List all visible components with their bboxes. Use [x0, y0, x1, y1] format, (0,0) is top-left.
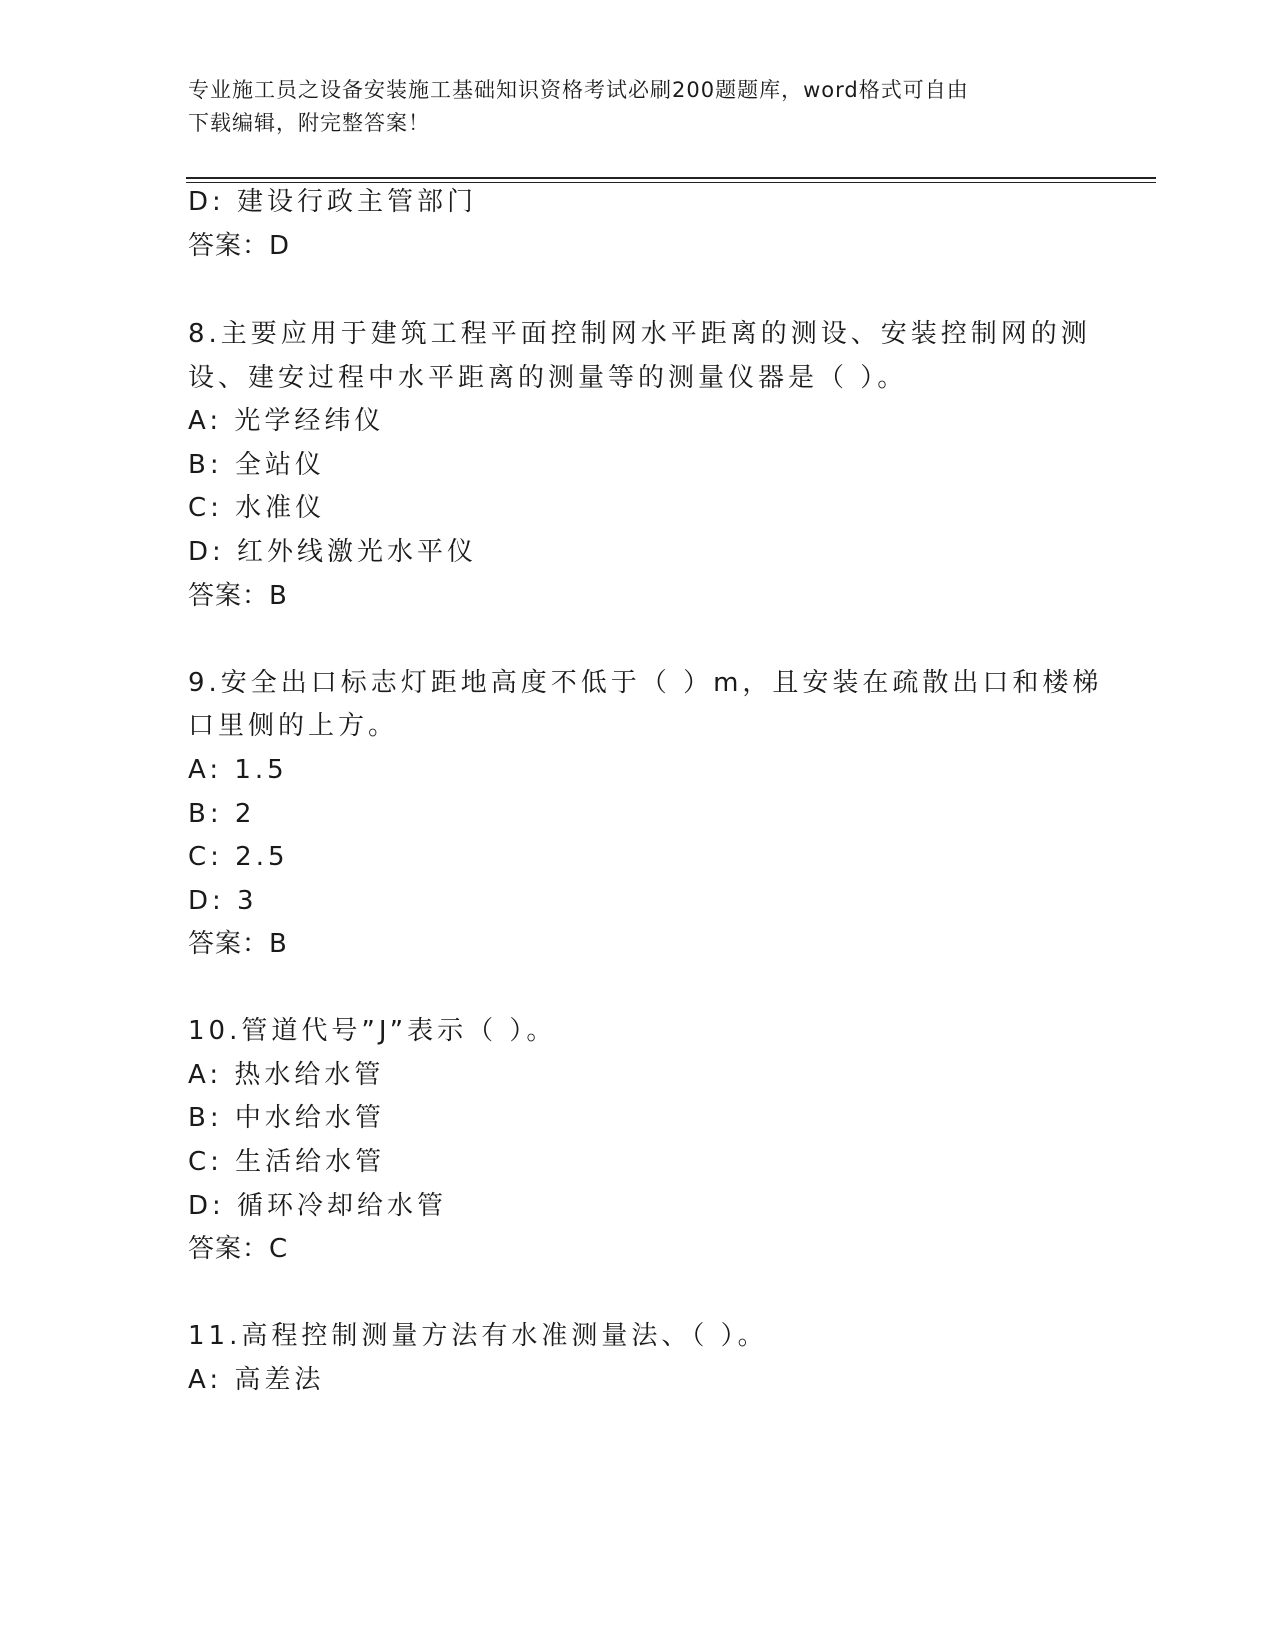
option-line: A: 高差法 — [188, 1365, 325, 1395]
option-line: A: 光学经纬仪 — [188, 406, 385, 436]
question-line: 设、建安过程中水平距离的测量等的测量仪器是（ ）。 — [188, 363, 908, 393]
option-line: C: 2.5 — [188, 842, 289, 872]
option-line: A: 热水给水管 — [188, 1060, 385, 1090]
option-line: B: 中水给水管 — [188, 1103, 385, 1133]
option-line: B: 全站仪 — [188, 450, 325, 480]
document-header — [188, 74, 1068, 140]
option-line: D: 循环冷却给水管 — [188, 1191, 448, 1221]
header-divider-thin — [186, 182, 1156, 183]
option-line: A: 1.5 — [188, 755, 288, 785]
question-line: 11.高程控制测量方法有水准测量法、（ ）。 — [188, 1321, 768, 1351]
answer-line: 答案：B — [188, 581, 288, 611]
header-line-1: 专业施工员之设备安装施工基础知识资格考试必刷200题题库，word格式可自由 — [188, 78, 969, 102]
header-divider-thick — [186, 177, 1156, 179]
option-line: D: 红外线激光水平仪 — [188, 537, 478, 567]
question-line: 9.安全出口标志灯距地高度不低于（ ）m，且安装在疏散出口和楼梯 — [188, 668, 1103, 698]
option-line: D: 3 — [188, 886, 258, 916]
option-line: C: 水准仪 — [188, 493, 326, 523]
option-line: B: 2 — [188, 799, 256, 829]
question-line: 10.管道代号”J”表示（ ）。 — [188, 1016, 557, 1046]
answer-line: 答案：D — [188, 231, 291, 261]
header-line-2: 下载编辑，附完整答案！ — [188, 111, 430, 135]
question-line: 8.主要应用于建筑工程平面控制网水平距离的测设、安装控制网的测 — [188, 319, 1091, 349]
option-line: D: 建设行政主管部门 — [188, 187, 478, 217]
answer-line: 答案：C — [188, 1234, 289, 1264]
answer-line: 答案：B — [188, 929, 288, 959]
question-line: 口里侧的上方。 — [188, 711, 399, 741]
option-line: C: 生活给水管 — [188, 1147, 386, 1177]
